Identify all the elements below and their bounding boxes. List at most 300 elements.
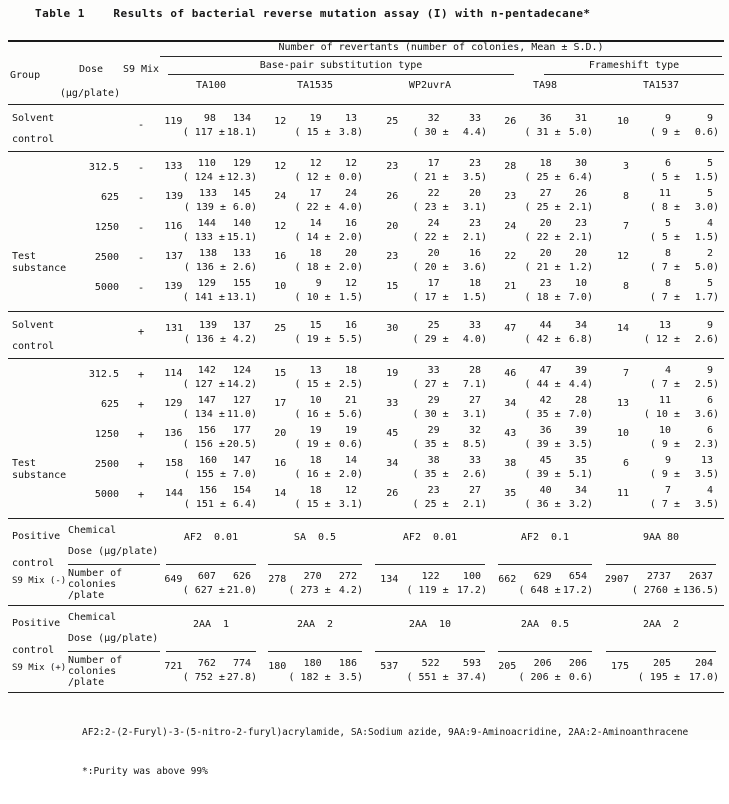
sd-value: 5.0)	[568, 127, 593, 138]
label-line: Dose (μg/plate)	[68, 546, 159, 557]
plate-count: 42	[539, 395, 552, 406]
plate-count: 20	[539, 248, 552, 259]
mean-value: ( 22 ±	[412, 232, 449, 243]
chemical-name-ta1535: 2AA 2	[262, 606, 368, 652]
plate-count: 119	[164, 116, 183, 127]
plate-count: 33	[386, 398, 399, 409]
plate-count: 522	[421, 658, 440, 669]
plate-count: 6	[622, 458, 629, 469]
colony-cell-ta98	[492, 652, 598, 692]
mean-value: ( 9 ±	[649, 469, 680, 480]
s9-sign: +	[137, 326, 145, 338]
sd-value: 27.8)	[226, 672, 257, 683]
dose-value: 1250	[94, 222, 119, 233]
positive-control-section	[8, 606, 724, 693]
sd-value: 3.5)	[568, 439, 593, 450]
sd-value: 3.6)	[462, 262, 487, 273]
strain-cell-ta1535	[262, 277, 368, 307]
plate-count: 124	[232, 365, 251, 376]
table-row	[8, 217, 724, 247]
plate-count: 662	[498, 574, 517, 585]
plate-count: 36	[539, 113, 552, 124]
plate-count: 12	[274, 116, 287, 127]
sd-value: 3.6)	[694, 409, 719, 420]
strain-cell-wp2uvra	[368, 484, 492, 514]
plate-count: 8	[664, 278, 671, 289]
mean-value: ( 9 ±	[649, 439, 680, 450]
table-row	[8, 277, 724, 307]
mean-value: ( 136 ±	[183, 334, 226, 345]
plate-count: 6	[664, 158, 671, 169]
strain-cell-ta98	[492, 217, 598, 247]
plate-count: 13	[344, 113, 357, 124]
colonies-row	[8, 565, 724, 605]
plate-count: 762	[197, 658, 216, 669]
strain-cell-ta1535	[262, 107, 368, 149]
colony-cell-ta98	[492, 565, 598, 605]
mean-value: ( 7 ±	[649, 292, 680, 303]
table-section	[8, 359, 724, 519]
strain-cell-ta100	[160, 314, 262, 356]
plate-count: 45	[539, 455, 552, 466]
plate-count: 23	[574, 218, 587, 229]
plate-count: 16	[468, 248, 481, 259]
plate-count: 5	[706, 278, 713, 289]
strain-header-wp2uvra: WP2uvrA	[408, 80, 452, 91]
strain-cell-ta98	[492, 314, 598, 356]
strain-cell-ta1537	[598, 364, 724, 394]
mean-value: ( 25 ±	[524, 202, 561, 213]
mean-value: ( 39 ±	[524, 469, 561, 480]
strain-cell-ta100	[160, 484, 262, 514]
plate-count: 8	[664, 248, 671, 259]
group-label-line: substance	[12, 263, 67, 274]
mean-value: ( 44 ±	[524, 379, 561, 390]
plate-count: 33	[468, 320, 481, 331]
plate-count: 204	[694, 658, 713, 669]
strain-cell-ta1537	[598, 247, 724, 277]
sd-value: 2.1)	[568, 232, 593, 243]
plate-count: 122	[421, 571, 440, 582]
strain-cell-ta1537	[598, 424, 724, 454]
mean-value: ( 22 ±	[524, 232, 561, 243]
mean-value: ( 36 ±	[524, 499, 561, 510]
plate-count: 25	[427, 320, 440, 331]
mean-value: ( 20 ±	[412, 262, 449, 273]
plate-count: 35	[504, 488, 517, 499]
strain-cell-ta98	[492, 247, 598, 277]
label-line: Dose (μg/plate)	[68, 633, 159, 644]
sd-value: 3.1)	[462, 202, 487, 213]
dose-value	[60, 107, 122, 149]
mean-value: ( 14 ±	[294, 232, 331, 243]
colony-cell-ta1537	[598, 652, 724, 692]
chemical-name-ta100: AF2 0.01	[160, 519, 262, 565]
plate-count: 131	[164, 323, 183, 334]
mean-value: ( 7 ±	[649, 379, 680, 390]
plate-count: 7	[622, 368, 629, 379]
strain-cell-ta1537	[598, 217, 724, 247]
chemical-dose-label	[60, 519, 160, 565]
plate-count: 9	[706, 320, 713, 331]
strain-cell-ta100	[160, 187, 262, 217]
sd-value: 0.6)	[338, 439, 363, 450]
plate-count: 12	[616, 251, 629, 262]
plate-count: 45	[386, 428, 399, 439]
sd-value: 2.1)	[462, 499, 487, 510]
plate-count: 27	[468, 395, 481, 406]
plate-count: 6	[706, 395, 713, 406]
mean-value: ( 273 ±	[288, 585, 331, 596]
mean-value: ( 25 ±	[412, 499, 449, 510]
strain-cell-wp2uvra	[368, 187, 492, 217]
strain-cell-ta1535	[262, 394, 368, 424]
colony-cell-wp2uvra	[368, 652, 492, 692]
mean-value: ( 2760 ±	[631, 585, 680, 596]
label-line: colonies	[68, 666, 117, 677]
plate-count: 29	[427, 395, 440, 406]
strain-cell-ta1535	[262, 364, 368, 394]
strain-cell-ta1535	[262, 157, 368, 187]
colony-cell-ta100	[160, 652, 262, 692]
s9-sign: +	[137, 369, 145, 381]
plate-count: 36	[539, 425, 552, 436]
dose-value: 625	[100, 192, 119, 203]
plate-count: 177	[232, 425, 251, 436]
mean-value: ( 155 ±	[183, 469, 226, 480]
plate-count: 629	[533, 571, 552, 582]
sd-value: 20.5)	[226, 439, 257, 450]
s9-mix-column-header: S9 Mix	[122, 64, 160, 75]
plate-count: 158	[164, 458, 183, 469]
plate-count: 30	[574, 158, 587, 169]
sd-value: 1.5)	[694, 172, 719, 183]
label-line: /plate	[68, 590, 105, 601]
frameshift-type-header: Frameshift type	[544, 60, 724, 75]
s9-sign: -	[137, 222, 145, 234]
plate-count: 12	[274, 221, 287, 232]
sd-value: 5.1)	[568, 469, 593, 480]
plate-count: 133	[232, 248, 251, 259]
plate-count: 114	[164, 368, 183, 379]
plate-count: 23	[504, 191, 517, 202]
strain-cell-wp2uvra	[368, 247, 492, 277]
label-line: Chemical	[68, 525, 117, 536]
sd-value: 2.6)	[694, 334, 719, 345]
plate-count: 26	[504, 116, 517, 127]
plate-count: 110	[197, 158, 216, 169]
strain-header-ta1537: TA1537	[642, 80, 680, 91]
plate-count: 46	[504, 368, 517, 379]
dose-value: 2500	[94, 459, 119, 470]
s9-sign: -	[137, 119, 145, 131]
table-row	[8, 424, 724, 454]
plate-count: 21	[344, 395, 357, 406]
sd-value: 3.5)	[462, 172, 487, 183]
s9-sign: +	[137, 459, 145, 471]
footnote-abbreviations: AF2:2-(2-Furyl)-3-(5-nitro-2-furyl)acrylamide, SA:Sodium azide, 9AA:9-Aminoacridine, 2AA:2-Aminoanthracene	[82, 727, 689, 738]
strain-cell-ta100	[160, 394, 262, 424]
group-label	[12, 458, 66, 482]
plate-count: 137	[164, 251, 183, 262]
plate-count: 10	[574, 278, 587, 289]
colony-cell-ta1535	[262, 652, 368, 692]
colonies-per-plate-label	[60, 565, 160, 605]
sd-value: 2.0)	[338, 262, 363, 273]
plate-count: 16	[344, 320, 357, 331]
plate-count: 6	[706, 425, 713, 436]
strain-cell-ta98	[492, 394, 598, 424]
plate-count: 5	[706, 188, 713, 199]
group-label	[12, 315, 54, 357]
plate-count: 38	[504, 458, 517, 469]
plate-count: 20	[344, 248, 357, 259]
plate-count: 12	[274, 161, 287, 172]
chemical-name-ta1537: 2AA 2	[598, 606, 724, 652]
plate-count: 129	[197, 278, 216, 289]
plate-count: 20	[386, 221, 399, 232]
plate-count: 12	[344, 278, 357, 289]
strain-cell-ta100	[160, 454, 262, 484]
table-row	[8, 364, 724, 394]
sd-value: 7.0)	[568, 292, 593, 303]
plate-count: 23	[468, 158, 481, 169]
plate-count: 8	[622, 191, 629, 202]
mean-value: ( 35 ±	[524, 409, 561, 420]
plate-count: 20	[274, 428, 287, 439]
plate-count: 16	[274, 458, 287, 469]
plate-count: 23	[427, 485, 440, 496]
plate-count: 278	[268, 574, 287, 585]
mean-value: ( 551 ±	[406, 672, 449, 683]
chemical-name-ta98: 2AA 0.5	[492, 606, 598, 652]
strain-cell-ta1537	[598, 277, 724, 307]
strain-cell-ta98	[492, 187, 598, 217]
s9-sign: -	[137, 192, 145, 204]
results-table	[8, 40, 724, 804]
strain-cell-ta100	[160, 107, 262, 149]
plate-count: 25	[386, 116, 399, 127]
dose-value	[60, 314, 122, 356]
plate-count: 32	[427, 113, 440, 124]
plate-count: 22	[427, 188, 440, 199]
table-body	[8, 105, 724, 693]
group-column-header: Group	[10, 70, 41, 81]
plate-count: 129	[232, 158, 251, 169]
plate-count: 186	[338, 658, 357, 669]
sd-value: 0.0)	[338, 172, 363, 183]
strain-cell-wp2uvra	[368, 364, 492, 394]
strain-cell-ta1535	[262, 217, 368, 247]
table-header	[8, 42, 724, 104]
plate-count: 20	[574, 248, 587, 259]
plate-count: 16	[274, 251, 287, 262]
sd-value: 2.1)	[462, 232, 487, 243]
plate-count: 27	[468, 485, 481, 496]
mean-value: ( 19 ±	[294, 439, 331, 450]
plate-count: 127	[232, 395, 251, 406]
group-label	[12, 108, 54, 150]
sd-value: 3.5)	[694, 499, 719, 510]
mean-value: ( 10 ±	[294, 292, 331, 303]
plate-count: 175	[610, 661, 629, 672]
group-label-line: Positive	[12, 531, 61, 542]
plate-count: 144	[164, 488, 183, 499]
plate-count: 654	[568, 571, 587, 582]
strain-cell-ta100	[160, 247, 262, 277]
mean-value: ( 648 ±	[518, 585, 561, 596]
plate-count: 12	[309, 158, 322, 169]
label-line: Number of	[68, 655, 123, 666]
plate-count: 156	[197, 425, 216, 436]
plate-count: 180	[268, 661, 287, 672]
group-label	[12, 523, 60, 577]
strain-cell-wp2uvra	[368, 107, 492, 149]
plate-count: 138	[198, 248, 217, 259]
colony-cell-ta1535	[262, 565, 368, 605]
plate-count: 2	[706, 248, 713, 259]
mean-value: ( 21 ±	[524, 262, 561, 273]
strain-cell-ta1535	[262, 424, 368, 454]
mean-value: ( 7 ±	[649, 262, 680, 273]
group-label-line: Solvent	[12, 320, 55, 331]
plate-count: 2637	[688, 571, 713, 582]
strain-cell-ta100	[160, 157, 262, 187]
mean-value: ( 16 ±	[294, 469, 331, 480]
mean-value: ( 124 ±	[182, 172, 225, 183]
plate-count: 15	[274, 368, 287, 379]
plate-count: 4	[664, 365, 671, 376]
plate-count: 10	[274, 281, 287, 292]
sd-value: 1.2)	[568, 262, 593, 273]
plate-count: 7	[622, 221, 629, 232]
strain-cell-ta100	[160, 364, 262, 394]
plate-count: 43	[504, 428, 517, 439]
plate-count: 18	[309, 455, 322, 466]
strain-cell-wp2uvra	[368, 314, 492, 356]
chemical-dose-label	[60, 606, 160, 652]
plate-count: 9	[664, 455, 671, 466]
plate-count: 24	[504, 221, 517, 232]
mean-value: ( 18 ±	[294, 262, 331, 273]
plate-count: 137	[232, 320, 251, 331]
dose-unit-header: (μg/plate)	[59, 88, 121, 99]
plate-count: 34	[386, 458, 399, 469]
chemical-name-ta98: AF2 0.1	[492, 519, 598, 565]
mean-value: ( 35 ±	[412, 469, 449, 480]
plate-count: 13	[700, 455, 713, 466]
sd-value: 1.7)	[694, 292, 719, 303]
s9-sign: -	[137, 162, 145, 174]
plate-count: 38	[427, 455, 440, 466]
sd-value: 6.8)	[568, 334, 593, 345]
base-pair-type-header: Base-pair substitution type	[168, 60, 514, 75]
mean-value: ( 42 ±	[524, 334, 561, 345]
table-row	[8, 394, 724, 424]
group-label-line: Positive	[12, 618, 61, 629]
plate-count: 774	[232, 658, 251, 669]
s9-sign: +	[137, 429, 145, 441]
strain-cell-ta100	[160, 217, 262, 247]
chemical-name-wp2uvra: AF2 0.01	[368, 519, 492, 565]
group-label-line: Test	[12, 251, 37, 262]
s9-sign: -	[137, 252, 145, 264]
plate-count: 33	[427, 365, 440, 376]
plate-count: 31	[574, 113, 587, 124]
dose-value: 5000	[94, 282, 119, 293]
sd-value: 21.0)	[226, 585, 257, 596]
plate-count: 18	[344, 365, 357, 376]
table-section	[8, 105, 724, 152]
table-section	[8, 152, 724, 312]
plate-count: 22	[504, 251, 517, 262]
mean-value: ( 31 ±	[524, 127, 561, 138]
mean-value: ( 30 ±	[412, 127, 449, 138]
plate-count: 136	[164, 428, 183, 439]
mean-value: ( 134 ±	[182, 409, 225, 420]
strain-cell-ta98	[492, 424, 598, 454]
sd-value: 2.1)	[568, 202, 593, 213]
plate-count: 140	[232, 218, 251, 229]
plate-count: 14	[274, 488, 287, 499]
plate-count: 39	[574, 365, 587, 376]
plate-count: 7	[664, 485, 671, 496]
sd-value: 37.4)	[456, 672, 487, 683]
plate-count: 180	[303, 658, 322, 669]
plate-count: 13	[658, 320, 671, 331]
plate-count: 9	[315, 278, 322, 289]
sd-value: 0.6)	[568, 672, 593, 683]
plate-count: 15	[309, 320, 322, 331]
group-label-line: Test	[12, 458, 37, 469]
table-row	[8, 314, 724, 356]
plate-count: 12	[344, 485, 357, 496]
plate-count: 139	[164, 281, 183, 292]
plate-count: 133	[164, 161, 183, 172]
plate-count: 23	[386, 161, 399, 172]
mean-value: ( 29 ±	[412, 334, 449, 345]
chemical-name-ta1535: SA 0.5	[262, 519, 368, 565]
sd-value: 3.5)	[338, 672, 363, 683]
sd-value: 17.0)	[688, 672, 719, 683]
plate-count: 44	[539, 320, 552, 331]
mean-value: ( 5 ±	[649, 172, 680, 183]
sd-value: 2.6)	[462, 469, 487, 480]
mean-value: ( 139 ±	[183, 202, 226, 213]
strain-cell-ta1537	[598, 314, 724, 356]
plate-count: 24	[274, 191, 287, 202]
strain-cell-wp2uvra	[368, 217, 492, 247]
plate-count: 537	[380, 661, 399, 672]
plate-count: 205	[652, 658, 671, 669]
dose-value: 312.5	[88, 369, 119, 380]
strain-cell-ta1537	[598, 187, 724, 217]
plate-count: 34	[574, 485, 587, 496]
strain-cell-ta1535	[262, 484, 368, 514]
strain-cell-ta1537	[598, 157, 724, 187]
label-line: Number of	[68, 568, 123, 579]
colonies-row	[8, 652, 724, 692]
strain-cell-ta98	[492, 277, 598, 307]
plate-count: 19	[344, 425, 357, 436]
plate-count: 98	[203, 113, 216, 124]
mean-value: ( 119 ±	[406, 585, 449, 596]
plate-count: 18	[309, 248, 322, 259]
mean-value: ( 27 ±	[412, 379, 449, 390]
strain-cell-ta100	[160, 277, 262, 307]
strain-header-ta1535: TA1535	[296, 80, 334, 91]
strain-cell-ta98	[492, 484, 598, 514]
